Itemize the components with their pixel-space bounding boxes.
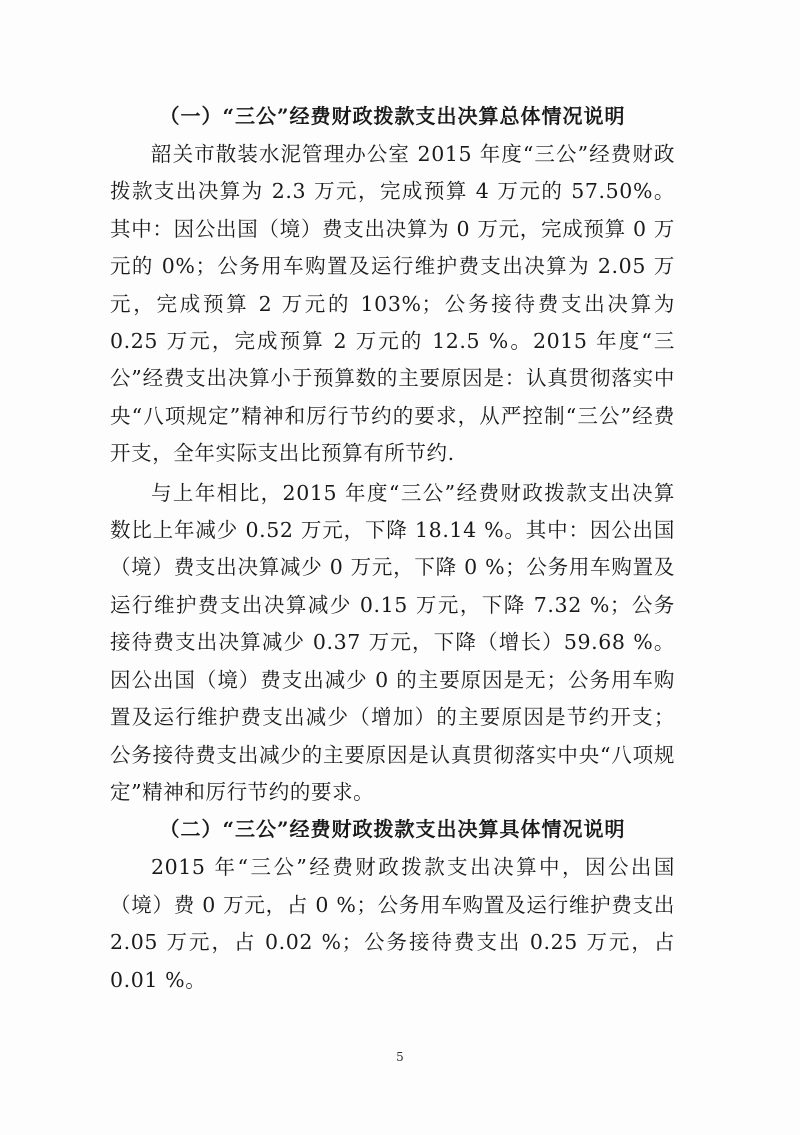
paragraph-detail-breakdown: 2015 年“三公”经费财政拨款支出决算中，因公出国（境）费 0 万元，占 0 %；公务用车购置及运行维护费支出 2.05 万元，占 0.02 %；公务接待费支出 0.25 万元，占 0.01 %。: [110, 855, 675, 992]
page-number: 5: [396, 1050, 404, 1064]
document-body: [110, 98, 675, 999]
paragraph-year-comparison: 与上年相比，2015 年度“三公”经费财政拨款支出决算数比上年减少 0.52 万元，下降 18.14 %。其中：因公出国（境）费支出决算减少 0 万元，下降 0 %；公务用车购置及运行维护费支出决算减少 0.15 万元，下降 7.32 %；公务接待费支出决算减少 0.37 万元，下降（增长）59.68 %。因公出国（境）费支出减少 0 的主要原因是无；公务用车购置及运行维护费支出减少（增加）的主要原因是节约开支；公务接待费支出减少的主要原因是认真贯彻落实中央“八项规定”精神和厉行节约的要求。: [110, 480, 675, 804]
paragraph-overall-summary: 韶关市散装水泥管理办公室 2015 年度“三公”经费财政拨款支出决算为 2.3 万元，完成预算 4 万元的 57.50%。其中：因公出国（境）费支出决算为 0 万元，完成预算 0 万元的 0%；公务用车购置及运行维护费支出决算为 2.05 万元，完成预算 2 万元的 103%；公务接待费支出决算为 0.25 万元，完成预算 2 万元的 12.5 %。2015 年度“三公”经费支出决算小于预算数的主要原因是：认真贯彻落实中央“八项规定”精神和厉行节约的要求，从严控制“三公”经费开支，全年实际支出比预算有所节约.: [110, 142, 675, 466]
section-heading-overall: （一）“三公”经费财政拨款支出决算总体情况说明: [159, 104, 626, 128]
section-heading-detail: （二）“三公”经费财政拨款支出决算具体情况说明: [159, 817, 626, 842]
